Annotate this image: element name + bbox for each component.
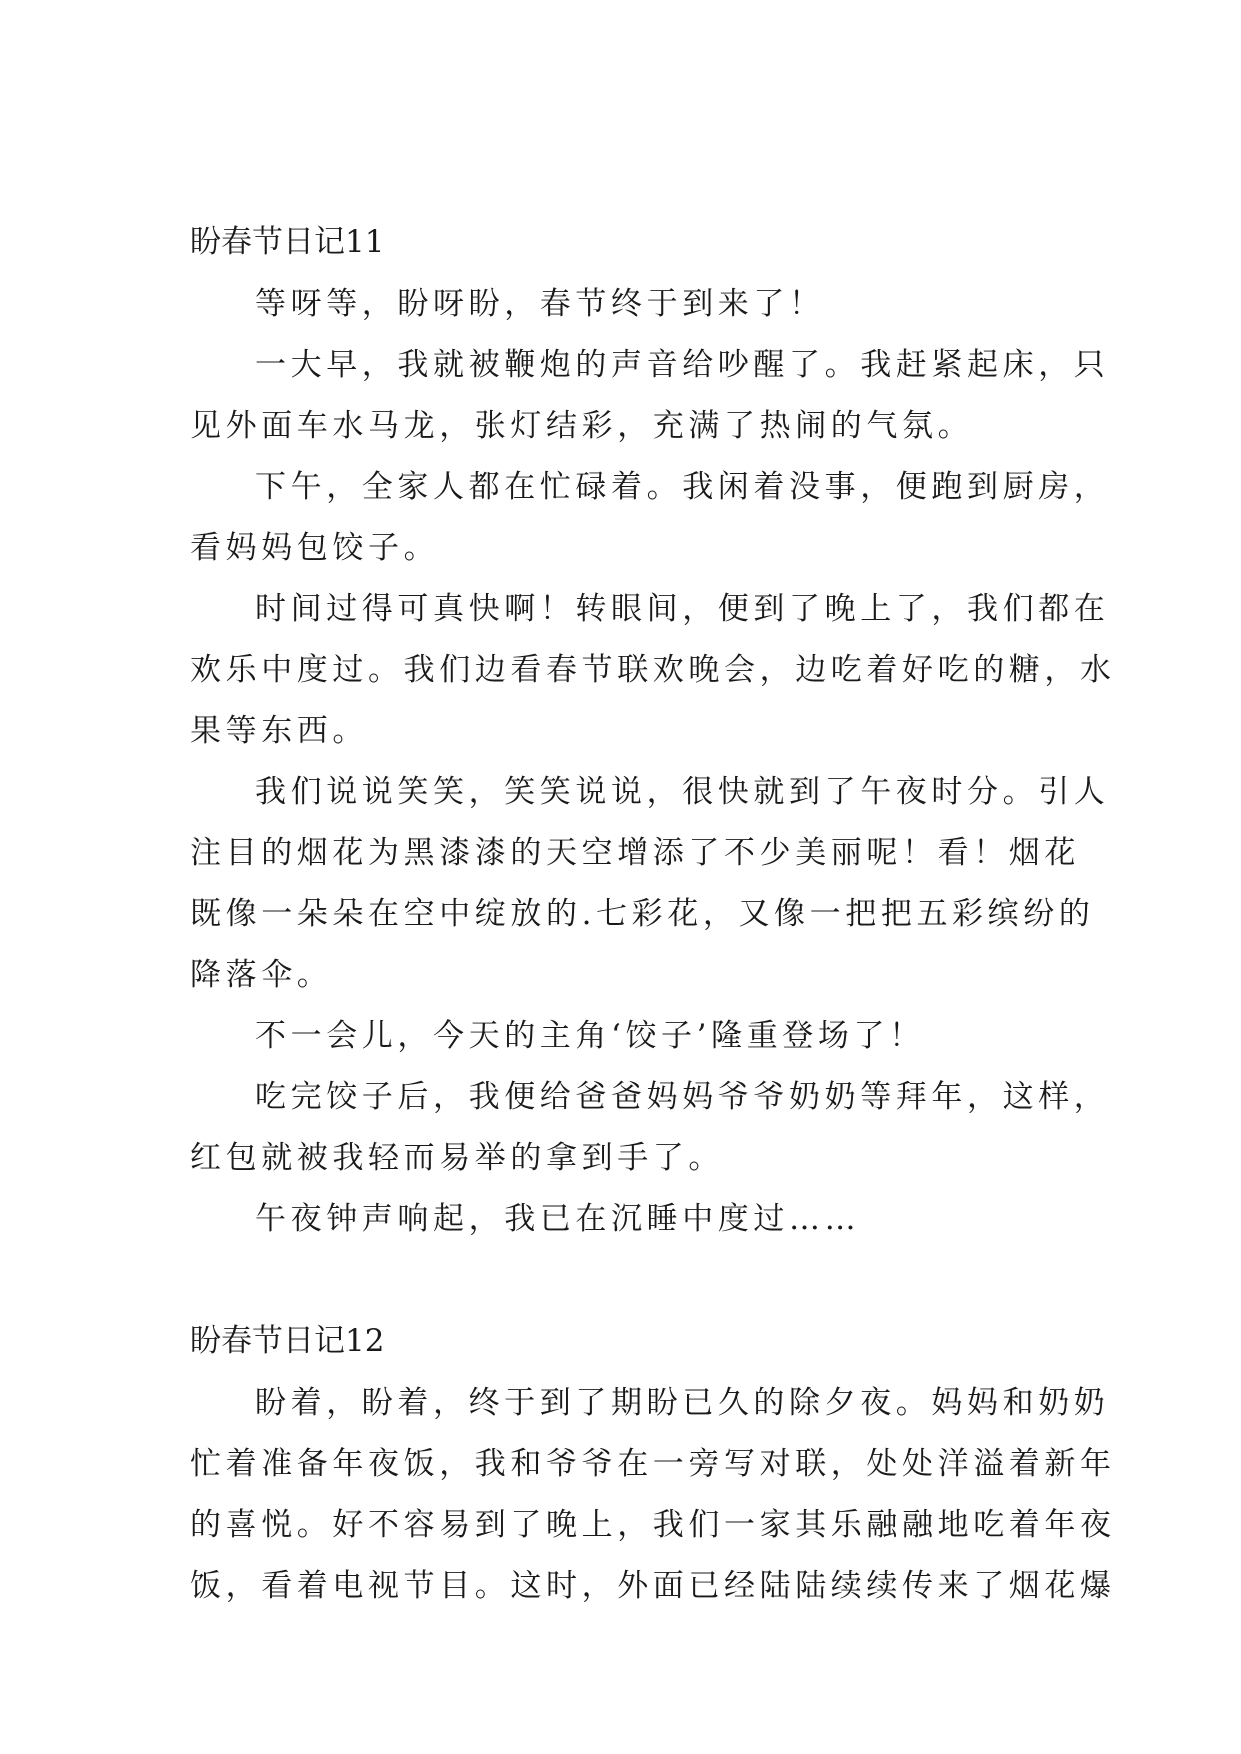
paragraph-line: 一大早，我就被鞭炮的声音给吵醒了。我赶紧起床，只 <box>255 347 1110 383</box>
paragraph-line: 等呀等，盼呀盼，春节终于到来了！ <box>255 286 825 322</box>
paragraph-line: 见外面车水马龙，张灯结彩，充满了热闹的气氛。 <box>190 408 974 444</box>
paragraph-line: 看妈妈包饺子。 <box>190 530 440 566</box>
paragraph-line: 红包就被我轻而易举的拿到手了。 <box>190 1140 724 1176</box>
paragraph-line: 欢乐中度过。我们边看春节联欢晚会，边吃着好吃的糖，水 <box>190 652 1116 688</box>
paragraph-line: 不一会儿，今天的主角‘饺子’隆重登场了！ <box>255 1018 925 1054</box>
paragraph-line: 注目的烟花为黑漆漆的天空增添了不少美丽呢！看！烟花 <box>190 835 1080 871</box>
paragraph-line: 降落伞。 <box>190 957 333 993</box>
paragraph-line: 果等东西。 <box>190 713 368 749</box>
paragraph-line: 我们说说笑笑，笑笑说说，很快就到了午夜时分。引人 <box>255 774 1110 810</box>
paragraph-line: 午夜钟声响起，我已在沉睡中度过…… <box>255 1201 861 1237</box>
paragraph-line: 吃完饺子后，我便给爸爸妈妈爷爷奶奶等拜年，这样， <box>255 1079 1110 1115</box>
paragraph-line: 的喜悦。好不容易到了晚上，我们一家其乐融融地吃着年夜 <box>190 1507 1116 1543</box>
entry-heading: 盼春节日记11 <box>190 224 385 260</box>
paragraph-line: 时间过得可真快啊！转眼间，便到了晚上了，我们都在 <box>255 591 1110 627</box>
paragraph-line: 盼着，盼着，终于到了期盼已久的除夕夜。妈妈和奶奶 <box>255 1385 1110 1421</box>
paragraph-line: 饭，看着电视节目。这时，外面已经陆陆续续传来了烟花爆 <box>190 1568 1116 1604</box>
paragraph-line: 既像一朵朵在空中绽放的.七彩花，又像一把把五彩缤纷的 <box>190 896 1095 932</box>
entry-heading: 盼春节日记12 <box>190 1323 385 1359</box>
paragraph-line: 忙着准备年夜饭，我和爷爷在一旁写对联，处处洋溢着新年 <box>190 1446 1116 1482</box>
paragraph-line: 下午，全家人都在忙碌着。我闲着没事，便跑到厨房， <box>255 469 1110 505</box>
